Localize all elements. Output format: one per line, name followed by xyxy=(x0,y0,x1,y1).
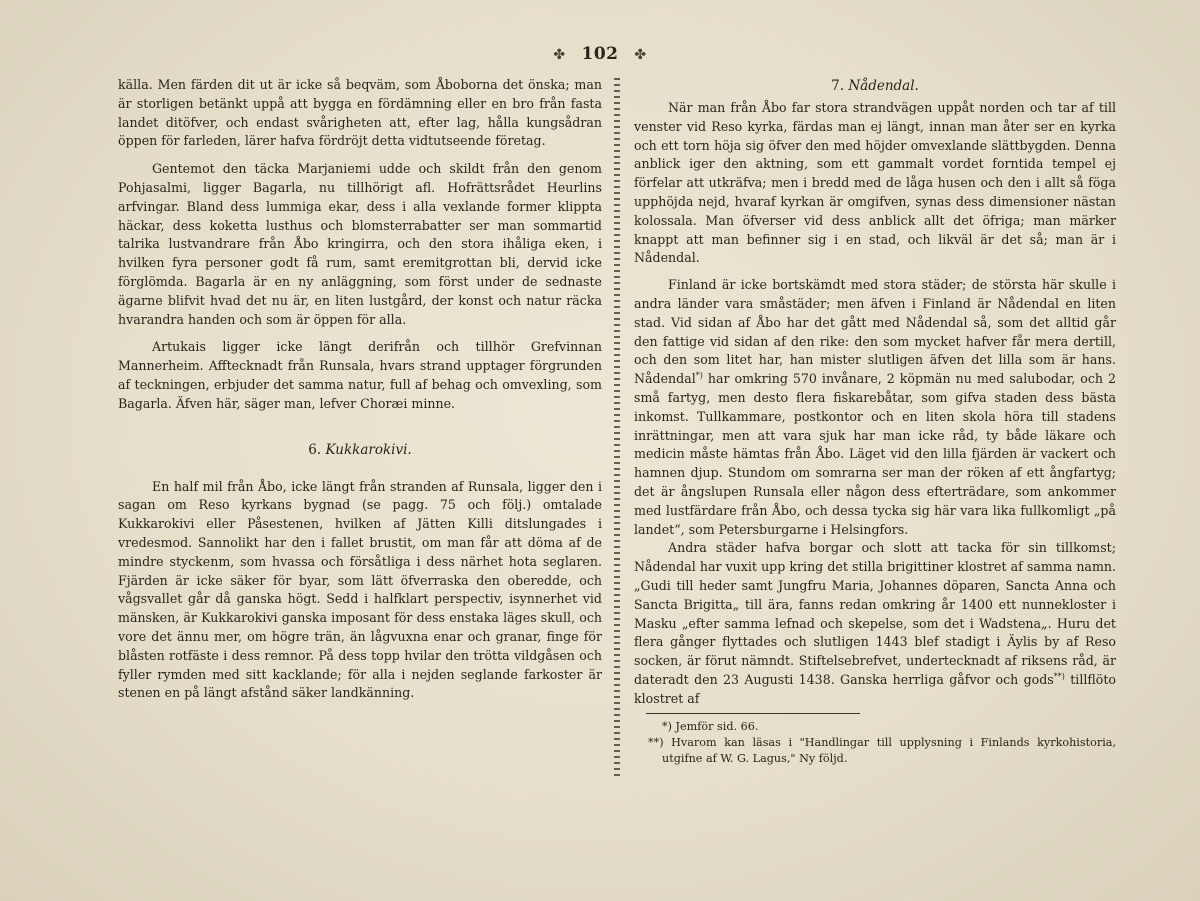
left-paragraph-2: Gentemot den täcka Marjaniemi udde och skildt från den genom Pohjasalmi, ligger Bagarla, nu tillhörigt afl. Hofrättsrådet Heurlins arfvingar. Bland dess lummiga ekar, dess i alla vexlande former klippta häckar, dess koketta lusthus och blomsterrabatter ser man sommartid talrika lustvandrare från Åbo kringirra, och den stora ihåliga eken, i hvilken fyra personer godt få rum, samt eremitgrottan bli, dervid icke förglömda. Bagarla är en ny anläggning, som först under de sednaste ägarne blifvit hvad det nu är, en liten lustgård, der konst och natur räcka hvarandra handen och som är öppen för alla. xyxy=(118,161,602,327)
section-heading-6 xyxy=(118,440,602,460)
page-header xyxy=(0,44,1200,64)
ornament-left-icon: ✤ xyxy=(553,47,566,63)
right-paragraph-3: Andra städer hafva borgar och slott att tacka för sin tillkomst; Nådendal har vuxit upp kring det stilla brigittiner klostret af samma namn. „Gudi till heder samt Jungfru Maria, Johannes döparen, Sancta Anna och Sancta Brigitta„ till ära, fanns redan omkring år 1400 ett nunnekloster i Masku „efter samma lefnad och skepelse, som det i Wadstena„. Huru det flera gånger flyttades och slutligen 1443 blef stadigt i Äylis by af Reso socken, är förut nämndt. Stiftelsebrefvet, undertecknadt af riksens råd, är dateradt den 23 Augusti 1438. Ganska herrliga gåfvor och gods**) tillflöto klostret af xyxy=(634,540,1116,706)
section-number: 7. xyxy=(831,78,845,94)
left-paragraph-4: En half mil från Åbo, icke längt från stranden af Runsala, ligger den i sagan om Reso kyrkans bygnad (se pagg. 75 och följ.) omtalade Kukkarokivi eller Påsestenen, hvilken af Jätten Killi ditslungades i vredesmod. Sannolikt har den i fallet brustit, om man får att döma af de mindre styckenm, som hvassa och försåtliga i dess närhet hota seglaren. Fjärden är icke säker för byar, som lätt öfverraska den oberedde, och vågsvallet går då ganska högt. Sedd i halfklart perspectiv, isynnerhet vid mänsken, är Kukkarokivi ganska imposant för dess enstaka läges skull, och vore det ännu mer, om högre trän, än lågvuxna enar och granar, finge för blåsten rotfäste i dess remnor. På dess topp hvilar den trötta vildgåsen och fyller rymden med sitt kacklande; för alla i nejden seglande farkoster är stenen en på längt afstånd säker landkänning. xyxy=(118,478,602,701)
section-title: Nådendal. xyxy=(848,78,919,94)
section-title: Kukkarokivi. xyxy=(325,441,412,458)
left-paragraph-3: Artukais ligger icke längt derifrån och tillhör Grefvinnan Mannerheim. Afftecknadt från Runsala, hvars strand upptager förgrunden af teckningen, erbjuder det samma natur, full af behag och omvexling, som Bagarla. Äfven här, säger man, lefver Choræi minne. xyxy=(118,339,602,411)
footnote-1: *) Jemför sid. 66. xyxy=(662,719,759,733)
right-column xyxy=(634,76,1116,767)
left-column xyxy=(118,76,602,703)
right-paragraph-2: Finland är icke bortskämdt med stora städer; de största här skulle i andra länder vara småstäder; men äfven i Finland är Nådendal en liten stad. Vid sidan af Åbo har det gått med Nådendal så, som det alltid går den fattige vid sidan af den rike: den som mycket hafver får mera dertill, och den som litet har, han mister slutligen äfven det lilla som är hans. Nådendal*) har omkring 570 invånare, 2 köpmän nu med salubodar, och 2 små fartyg, men desto flera fiskarebåtar, som gifva staden dess bästa inkomst. Tullkammare, postkontor och en liten skola höra till stadens inrättningar, men att vara sjuk har man icke råd, ty både läkare och medicin måste hämtas från Åbo. Läget vid den lilla fjärden är vackert och hamnen djup. Stundom om somrarna ser man der röken af ett ångfartyg; det är ångslupen Runsala eller någon dess efterträdare, som ankommer med lustfärdare från Åbo, och dessa tycka sig här vara lika fullkomligt „på landet“, som Petersburgarne i Helsingfors. xyxy=(634,277,1116,537)
section-heading-7 xyxy=(634,76,1116,96)
column-divider xyxy=(614,78,620,778)
page-number: 102 xyxy=(581,44,619,64)
ornament-right-icon: ✤ xyxy=(634,47,647,63)
footnote-mark-1: *) xyxy=(695,370,703,380)
footnotes xyxy=(634,719,1116,767)
left-paragraph-1: källa. Men färden dit ut är icke så beqväm, som Åboborna det önska; man är storligen betänkt uppå att bygga en fördämning eller en bro från fasta landet ditöfver, och endast svårigheten att, efter lag, hålla kungsådran öppen för farleden, lärer hafva fördröjt detta vidtutseende företag. xyxy=(118,77,602,149)
right-paragraph-1: När man från Åbo far stora strandvägen uppåt norden och tar af till venster vid Reso kyrka, färdas man ej längt, innan man åter ser en kyrka och ett torn höja sig öfver den med höjder omvexlande slättbygden. Denna anblick iger den aktning, som ett gammalt vordet forntida tempel ej förfelar att utkräfva; men i bredd med de låga husen och den i allt så föga upphöjda nejd, hvaraf kyrkan är omgifven, synas dess dimensioner nästan kolossala. Man öfverser vid dess anblick allt det öfriga; man märker knappt att man befinner sig i en stad, och likväl är det så; man är i Nådendal. xyxy=(634,100,1116,266)
footnote-mark-2: **) xyxy=(1053,671,1065,681)
footnote-rule xyxy=(646,713,860,714)
section-number: 6. xyxy=(308,441,322,458)
footnote-2: **) Hvarom kan läsas i "Handlingar till upplysning i Finlands kyrkohistoria, utgifne af W. G. Lagus," Ny följd. xyxy=(648,735,1116,765)
